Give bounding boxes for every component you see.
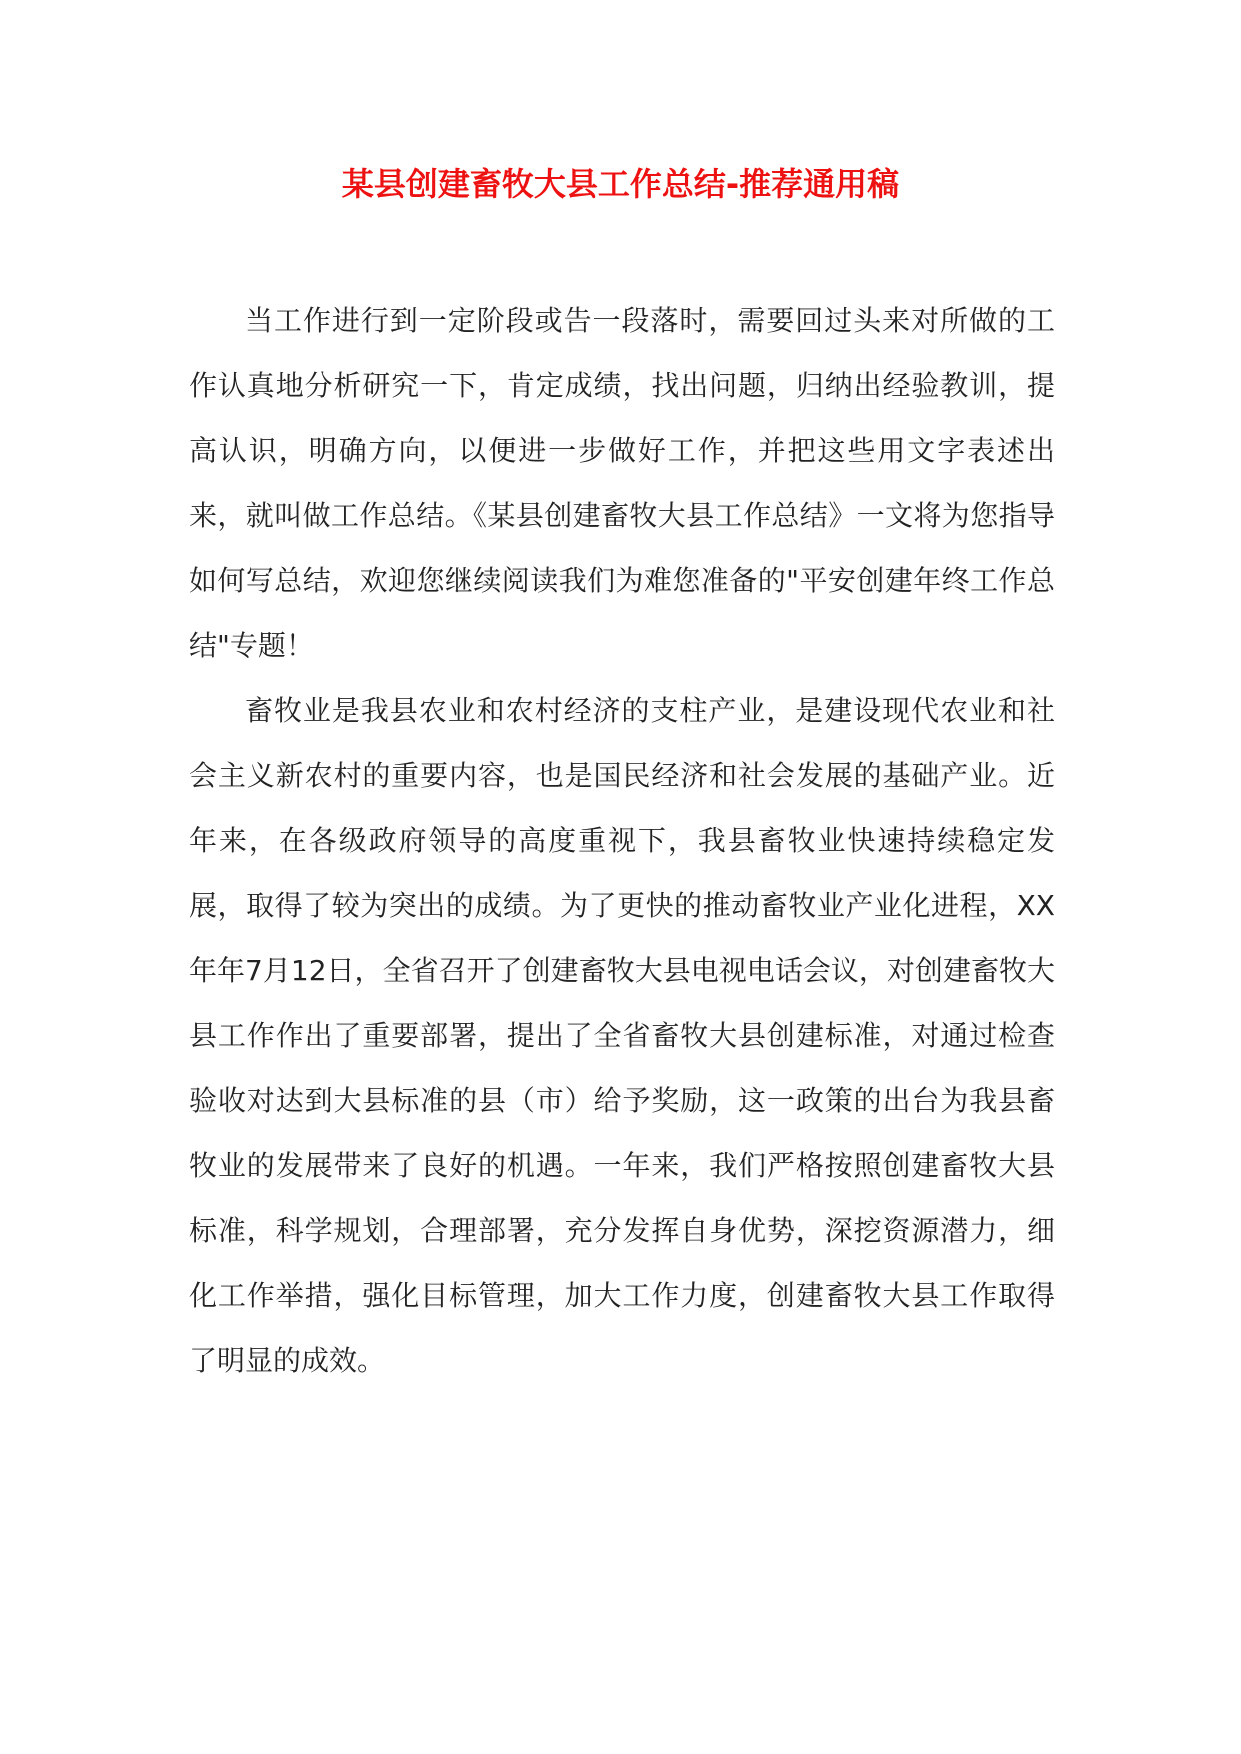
paragraph-intro: 当工作进行到一定阶段或告一段落时，需要回过头来对所做的工作认真地分析研究一下，肯定成绩，找出问题，归纳出经验教训，提高认识，明确方向，以便进一步做好工作，并把这些用文字表述出来，就叫做工作总结。《某县创建畜牧大县工作总结》一文将为您指导如何写总结，欢迎您继续阅读我们为难您准备的"平安创建年终工作总结"专题！	[189, 304, 1055, 662]
paragraph-main: 畜牧业是我县农业和农村经济的支柱产业，是建设现代农业和社会主义新农村的重要内容，也是国民经济和社会发展的基础产业。近年来，在各级政府领导的高度重视下，我县畜牧业快速持续稳定发展，取得了较为突出的成绩。为了更快的推动畜牧业产业化进程，XX年年7月12日，全省召开了创建畜牧大县电视电话会议，对创建畜牧大县工作作出了重要部署，提出了全省畜牧大县创建标准，对通过检查验收对达到大县标准的县（市）给予奖励，这一政策的出台为我县畜牧业的发展带来了良好的机遇。一年来，我们严格按照创建畜牧大县标准，科学规划，合理部署，充分发挥自身优势，深挖资源潜力，细化工作举措，强化目标管理，加大工作力度，创建畜牧大县工作取得了明显的成效。	[189, 694, 1055, 1377]
document-body	[189, 288, 1055, 1393]
document-title: 某县创建畜牧大县工作总结-推荐通用稿	[341, 165, 900, 203]
